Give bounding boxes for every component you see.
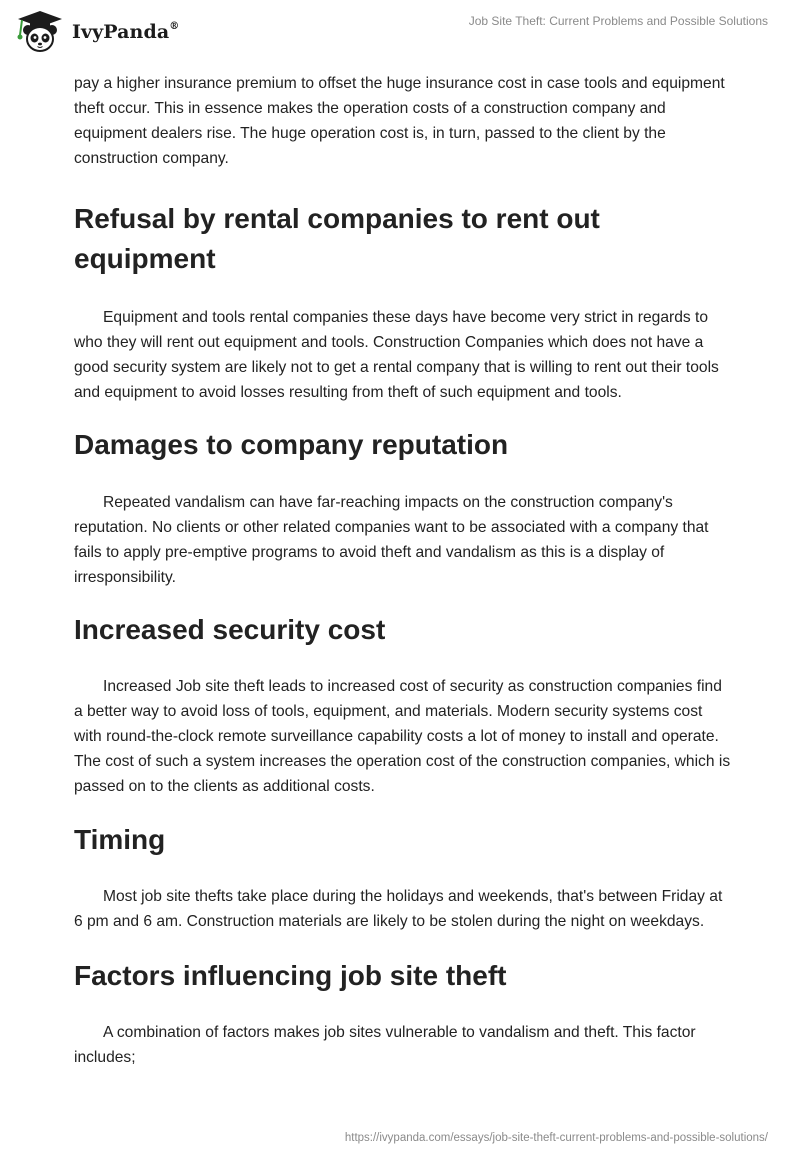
document-title: Job Site Theft: Current Problems and Possible Solutions [468, 14, 768, 28]
heading-timing: Timing [74, 824, 166, 855]
paragraph-factors: A combination of factors makes job sites vulnerable to vandalism and theft. This factor includes; [74, 1024, 696, 1066]
paragraph-security-cost: Increased Job site theft leads to increased cost of security as construction companies find a better way to avoid loss of tools, equipment, and materials. Modern security systems cost with round-the-clock remote surveillance capability costs a lot of money to install and operate. The cost of such a system increases the operation cost of the construction companies, which is passed on to the clients as additional costs. [74, 678, 731, 795]
heading-security-cost: Increased security cost [74, 614, 386, 645]
paragraph-refusal-rental: Equipment and tools rental companies these days have become very strict in regards to who they will rent out equipment and tools. Construction Companies which does not have a good security system are likely not to get a rental company that is willing to rent out their tools and equipment to avoid losses resulting from theft of such equipment and tools. [74, 309, 719, 401]
heading-refusal-rental: Refusal by rental companies to rent out equipment [74, 203, 600, 274]
logo-wordmark: IvyPanda® [72, 20, 180, 43]
page-header [0, 0, 800, 60]
paragraph-timing: Most job site thefts take place during the holidays and weekends, that's between Friday at 6 pm and 6 am. Construction materials are likely to be stolen during the night on weekdays. [74, 888, 723, 930]
source-url[interactable]: https://ivypanda.com/essays/job-site-theft-current-problems-and-possible-solutions/ [344, 1132, 768, 1144]
intro-paragraph: pay a higher insurance premium to offset the huge insurance cost in case tools and equipment theft occur. This in essence makes the operation costs of a construction company and equipment dealers rise. The huge operation cost is, in turn, passed to the client by the construction company. [74, 75, 725, 167]
paragraph-company-reputation: Repeated vandalism can have far-reaching impacts on the construction company's reputation. No clients or other related companies want to be associated with a company that fails to apply pre-emptive programs to avoid theft and vandalism as this is a display of irresponsibility. [74, 494, 709, 586]
heading-company-reputation: Damages to company reputation [74, 429, 509, 460]
essay-content [74, 71, 734, 1070]
panda-graduation-cap-icon [14, 9, 66, 53]
heading-factors: Factors influencing job site theft [74, 960, 507, 991]
ivypanda-logo[interactable] [14, 9, 179, 53]
registered-mark: ® [169, 20, 180, 32]
